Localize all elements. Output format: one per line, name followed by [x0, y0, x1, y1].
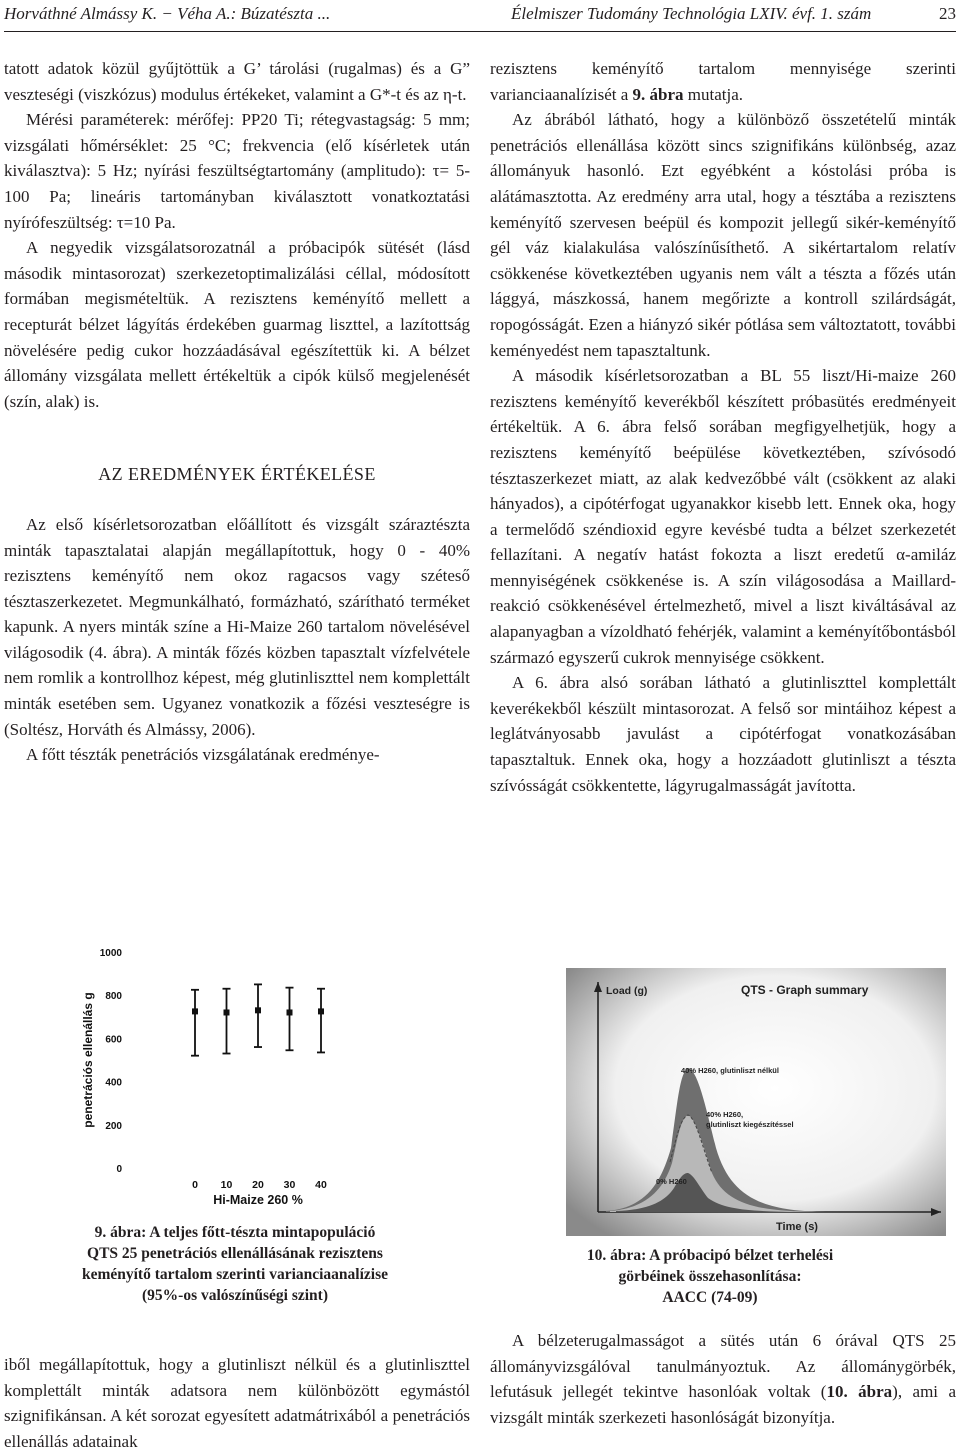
- y-tick-label: 200: [105, 1120, 122, 1132]
- figure-10: [566, 968, 946, 1236]
- text-run: A bélzeterugalmasságot a sütés után 6 órával QTS 25 állományvizsgálóval tanulmányoztuk. Az állománygörbék, lefutásuk jellegét tekintve hasonlóak voltak (: [490, 1331, 956, 1402]
- figure-ref: 9. ábra: [632, 84, 684, 104]
- chart-background: [566, 968, 946, 1236]
- label-40-h260-gluten-1: 40% H260,: [706, 1110, 744, 1119]
- x-tick-label: 20: [252, 1179, 264, 1191]
- paragraph: [490, 1328, 956, 1430]
- y-tick-label: 0: [116, 1164, 122, 1175]
- mean-point: [255, 1007, 261, 1013]
- y-tick-label: 1000: [99, 948, 122, 959]
- y-tick-label: 600: [105, 1034, 122, 1046]
- right-column: [490, 56, 956, 798]
- paragraph: Az első kísérletsorozatban előállított és vizsgált száraztészta minták tapasztalatai alapján megállapítottuk, hogy 0 - 40% rezisztens keményítő nem okoz ragacsos vagy széteső tésztaszerkezetet. Megmunkálható, formázható, szárítható terméket kapunk. A nyers minták színe a Hi-Maize 260 tartalom növelésével világosodik (4. ábra). A minták főzés közben tapasztalt vízfelvétele nem romlik a kontrollhoz képest, még glutinliszttel nem komplettált minták esetében sem. Ugyanez vonatkozik a főzési veszteségre is (Soltész, Horváth és Almássy, 2006).: [4, 514, 470, 739]
- paragraph: A második kísérletsorozatban a BL 55 liszt/Hi-maize 260 rezisztens keményítő keverékből készített próbasütés eredményeit értékeltük. A 6. ábra felső sorában megfigyelhetjük, hogy a rezisztens keményítő beépülése következtében, szívósodó tésztaszerkezet miatt, az alak kedvezőbbé vált (csökkent az alaki hányados), a cipótérfogat ugyanakkor kisebb lett. Ennek oka, hogy a termelődő széndioxid egyre kevésbé tudta a bélzet szerkezetét fellazítani. A negatív hatást fokozta a liszt eredetű α-amiláz mennyiségének csökkenése is. A szín világosodása a Maillard-reakció csökkenésével értelmezhető, mivel a liszt kiváltásával az alapanyagban a vízoldható fehérjék, valamint a keményítőbontásból származó egyszerű cukrok mennyisége csökkent.: [490, 366, 956, 667]
- label-0-h260: 0% H260: [656, 1177, 687, 1186]
- y-axis-label: Load (g): [606, 985, 648, 997]
- bottom-left-text: [4, 1352, 470, 1454]
- text-run: rezisztens keményítő tartalom mennyisége szerinti varianciaanalízisét a: [490, 59, 956, 104]
- caption-line: AACC (74-09): [662, 1289, 758, 1306]
- paragraph: A főtt tészták penetrációs vizsgálatának eredménye-: [26, 745, 380, 765]
- figure-10-chart: [566, 968, 946, 1236]
- y-tick-label: 800: [105, 991, 122, 1003]
- figure-9-chart: [74, 930, 394, 1210]
- label-40-h260-gluten-2: glutinliszt kiegészítéssel: [706, 1120, 794, 1129]
- paragraph: [490, 56, 956, 107]
- x-axis-label: Time (s): [776, 1221, 818, 1233]
- chart-title: QTS - Graph summary: [741, 983, 869, 997]
- header-rule: [4, 31, 956, 32]
- caption-line: 10. ábra: A próbacipó bélzet terhelési: [586, 1247, 834, 1264]
- bottom-right-text: [490, 1328, 956, 1430]
- mean-point: [224, 1009, 230, 1015]
- left-column: [4, 56, 470, 768]
- paragraph: Mérési paraméterek: mérőfej: PP20 Ti; rétegvastagság: 5 mm; vizsgálati hőmérséklet: 25 °C; frekvencia (elő kísérletek után kiválasztva): 5 Hz; nyírási feszültségtartomány (amplitudo): τ= 5-100 Pa; lineáris tartományban kiválasztott vonatkoztatási nyírófeszültség: τ=10 Pa.: [4, 110, 470, 232]
- mean-point: [318, 1008, 324, 1014]
- page-number: 23: [939, 4, 956, 23]
- mean-point: [192, 1008, 198, 1014]
- caption-line: görbéinek összehasonlítása:: [618, 1268, 802, 1285]
- paragraph: A 6. ábra alsó sorában látható a glutinliszttel komplettált keverékekből készült mintasorozat. A felső sor mintáihoz képest a leglátványosabb javulást a cipótérfogat vonatkozásában tapasztaltuk. Ennek oka, hogy a hozzáadott glutinliszt a tészta szívósságát csökkentette, lágyrugalmasságát javította.: [490, 673, 956, 795]
- mean-point: [287, 1009, 293, 1015]
- running-header-authors: Horváthné Almássy K. − Véha A.: Búzatészta ...: [4, 4, 331, 23]
- x-tick-label: 40: [315, 1179, 327, 1191]
- y-axis-label: penetrációs ellenállás g: [81, 992, 95, 1128]
- text-run: mutatja.: [683, 84, 744, 104]
- running-header-journal: Élelmiszer Tudomány Technológia LXIV. évf. 1. szám: [511, 4, 872, 23]
- paragraph: tatott adatok közül gyűjtöttük a G’ tárolási (rugalmas) és a G” veszteségi (viszkózus) modulus értékeket, valamint a G*-t és az η-t.: [4, 59, 470, 104]
- text-run: ), ami a vizsgált minták szerkezeti hasonlóságát bizonyítja.: [490, 1382, 957, 1427]
- paragraph: iből megállapítottuk, hogy a glutinliszt nélkül és a glutinliszttel komplettált minták adatsora nem különbözött egymástól szignifikánsan. A két sorozat egyesített adatmátrixából a penetrációs ellenállás adatainak: [4, 1355, 470, 1451]
- x-axis-label: Hi-Maize 260 %: [213, 1193, 303, 1207]
- figure-9: [74, 930, 394, 1210]
- y-tick-label: 400: [105, 1077, 122, 1089]
- figure-ref: 10. ábra: [826, 1382, 893, 1402]
- x-tick-label: 10: [220, 1179, 233, 1191]
- section-title: AZ EREDMÉNYEK ÉRTÉKELÉSE: [98, 464, 376, 485]
- figure-10-caption: [560, 1245, 860, 1308]
- label-40-h260-no-gluten: 40% H260, glutinliszt nélkül: [681, 1066, 779, 1075]
- paragraph: A negyedik vizsgálatsorozatnál a próbacipók sütését (lásd második mintasorozat) szerkezetoptimalizálási céllal, módosított formában megismételtük. A rezisztens keményítő mellett a recepturát bélzet lágyítás érdekében guarmag liszttel, a lazítottság növelésére pedig cukor hozzáadásával egészítettük ki. A bélzet állomány vizsgálata mellett értékeltük a cipók külső megjelenését (szín, alak) is.: [4, 238, 470, 411]
- figure-9-caption: 9. ábra: A teljes főtt-tészta mintapopuláció QTS 25 penetrációs ellenállásának rezisztens keményítő tartalom szerinti varianciaanalízise (95%-os valószínűségi szint): [81, 1224, 389, 1304]
- paragraph: Az ábrából látható, hogy a különböző összetételű minták penetrációs ellenállása között sincs szignifikáns különbség, azaz állományuk hasonló. Ezt egyébként a kóstolási próba is alátámasztotta. Az eredmény arra utal, hogy a tésztába a rezisztens keményítő szervesen beépül és kompozit jellegű sikér-keményítő gél váz kialakulása valószínűsíthető. A sikértartalom relatív csökkenése következtében ugyanis nem vált a tészta a főzés után lággyá, mászkossá, hanem megőrizte a kontroll szilárdságát, ropogósságát. Ezen a hiányzó sikér pótlása sem változtatott, további keményedést nem tapasztaltunk.: [490, 110, 956, 360]
- x-tick-label: 0: [192, 1179, 198, 1191]
- x-tick-label: 30: [283, 1179, 296, 1191]
